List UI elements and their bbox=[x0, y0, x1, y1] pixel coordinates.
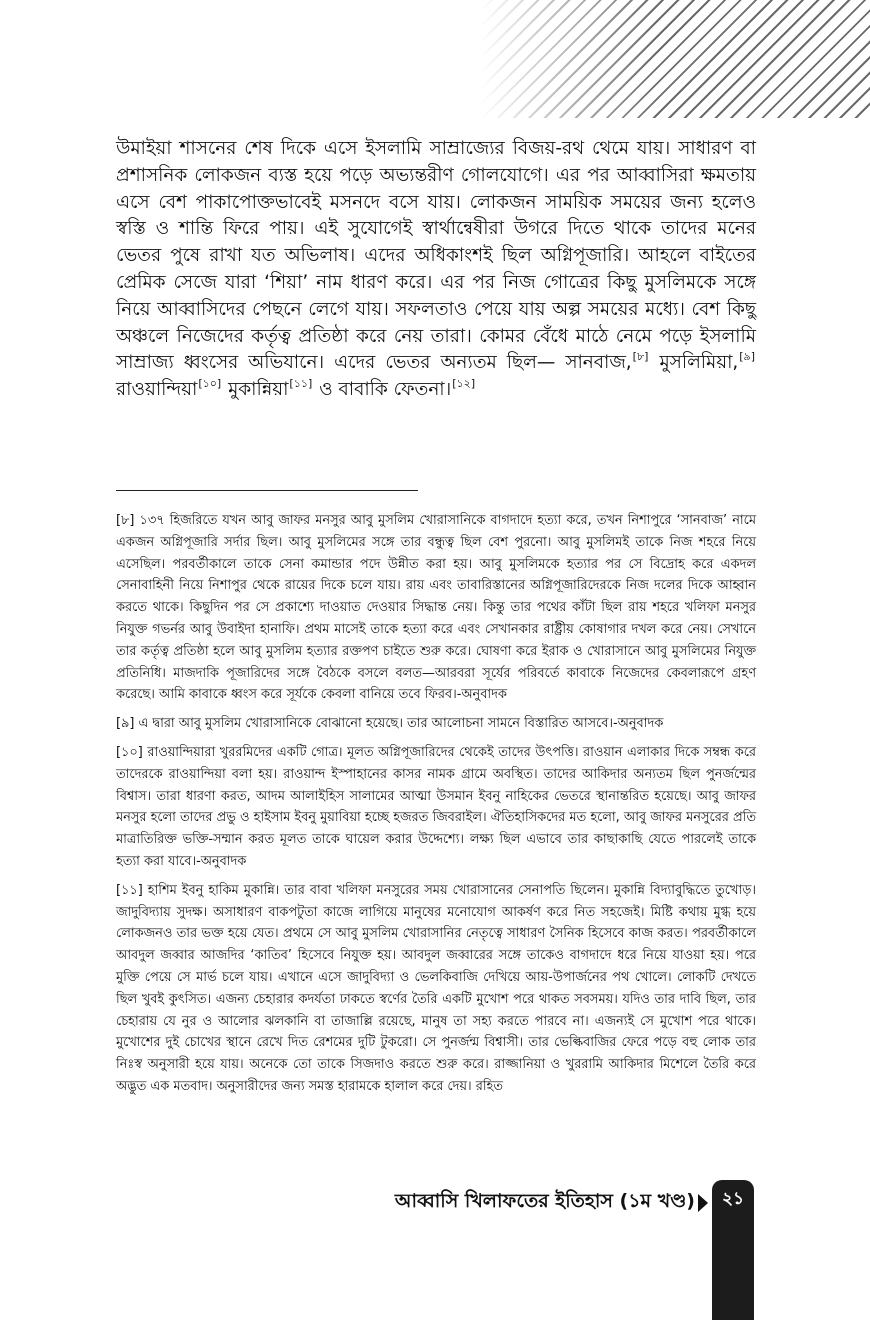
footnote-ref[interactable]: [১০] bbox=[198, 377, 222, 391]
footnote-ref[interactable]: [৮] bbox=[632, 350, 649, 364]
page-number: ২১ bbox=[721, 1189, 745, 1209]
sect-muqanniya: মুকান্নিয়া bbox=[228, 379, 289, 401]
main-paragraph bbox=[116, 136, 756, 404]
decorative-stripes bbox=[480, 0, 870, 118]
footnote-ref[interactable]: [৯] bbox=[739, 350, 755, 364]
footnote-ref[interactable]: [১১] bbox=[289, 377, 313, 391]
sect-muslimiya: মুসলিমিয়া, bbox=[659, 352, 739, 374]
footnote-11: [১১] হাশিম ইবনু হাকিম মুকান্নি। তার বাবা খলিফা মনসুরের সময় খোরাসানের সেনাপতি ছিলেন। মুকান্নি বিদ্যাবুদ্ধিতে তুখোড়। জাদুবিদ্যায় সুদক্ষ। অসাধারণ বাকপটুতা কাজে লাগিয়ে মানুষের মনোযোগ আকর্ষণ করে নিত সহজেই। মিষ্টি কথায় মুগ্ধ হয়ে লোকজনও তার ভক্ত হয়ে যেত। প্রথমে সে আবু মুসলিম খোরাসানির নেতৃত্বে সাধারণ সৈনিক হিসেবে কাজ করত। পরবর্তীকালে আবদুল জব্বার আজদির ‘কাতিব’ হিসেবে নিযুক্ত হয়। আবদুল জব্বারের সঙ্গে তাকেও বাগদাদে ধরে নিয়ে যাওয়া হয়। পরে মুক্তি পেয়ে সে মার্ভ চলে যায়। এখানে এসে জাদুবিদ্যা ও ভেলকিবাজি দেখিয়ে আয়-উপার্জনের পথ খোলে। লোকটি দেখতে ছিল খুবই কুৎসিত। এজন্য চেহারার কদর্যতা ঢাকতে স্বর্ণের তৈরি একটি মুখোশ পরে থাকত সবসময়। যদিও তার দাবি ছিল, তার চেহারায় যে নুর ও আলোর ঝলকানি বা তাজাল্লি রয়েছে, মানুষ তা সহ্য করতে পারবে না। এজন্যই সে মুখোশ পরে থাকে। মুখোশের দুই চোখের স্থানে রেখে দিত রেশমের দুটি টুকরো। সে পুনর্জন্ম বিশ্বাসী। তার ভেল্কিবাজির ফেরে পড়ে বহু লোক তার নিঃস্ব অনুসারী হয়ে যায়। অনেকে তো তাকে সিজদাও করতে শুরু করে। রাজ্জানিয়া ও খুররামি আকিদার মিশেলে তৈরি করে অদ্ভুত এক মতবাদ। অনুসারীদের জন্য সমস্ত হারামকে হালাল করে দেয়। রহিত bbox=[116, 882, 756, 1094]
arrow-right-icon bbox=[698, 1194, 708, 1212]
sect-babaki: ও বাবাকি ফেতনা। bbox=[319, 379, 452, 401]
footnote-8: [৮] ১৩৭ হিজরিতে যখন আবু জাফর মনসুর আবু মুসলিম খোরাসানিকে বাগদাদে হত্যা করে, তখন নিশাপুরে ‘সানবাজ’ নামে একজন অগ্নিপূজারি সর্দার ছিল। আবু মুসলিমের সঙ্গে তার বন্ধুত্ব ছিল বেশ পুরনো। আবু মুসলিমই তাকে নিজ শহরে নিয়ে এসেছিল। পরবর্তীকালে তাকে সেনা কমান্ডার পদে উন্নীত করা হয়। আবু মুসলিমকে হত্যার পর সে বিদ্রোহ করে একদল সেনাবাহিনী নিয়ে নিশাপুর থেকে রায়ের দিকে চলে যায়। রায় এবং তাবারিস্তানের অগ্নিপূজারিদেরকে নিজ দলের দিকে আহ্বান করতে থাকে। কিছুদিন পর সে প্রকাশ্যে দাওয়াত দেওয়ার সিদ্ধান্ত নেয়। কিন্তু তার পথের কাঁটা ছিল রায় শহরে খলিফা মনসুর নিযুক্ত গভর্নর আবু উবাইদা হানাফি। প্রথম মাসেই তাকে হত্যা করে এবং সেখানকার রাষ্ট্রীয় কোষাগার দখল করে নেয়। সেখানে তার কর্তৃত্ব প্রতিষ্ঠা হলে আবু মুসলিম হত্যার রক্তপণ চাইতে শুরু করে। ঘোষণা করে ইরাক ও খোরাসানে আবু মুসলিমের নিযুক্ত প্রতিনিধি। মাজদাকি পূজারিদের সঙ্গে বৈঠকে বসলে বলত—আরবরা সূর্যের পরিবর্তে কাবাকে নিজেদের কেবলারূপে গ্রহণ করেছে। আমি কাবাকে ধ্বংস করে সূর্যকে কেবলা বানিয়ে তবে ফিরব।-অনুবাদক bbox=[116, 513, 756, 703]
book-title: আব্বাসি খিলাফতের ইতিহাস (১ম খণ্ড) bbox=[394, 1190, 695, 1212]
footnote-ref[interactable]: [১২] bbox=[452, 377, 476, 391]
paragraph-body: উমাইয়া শাসনের শেষ দিকে এসে ইসলামি সাম্রাজ্যের বিজয়-রথ থেমে যায়। সাধারণ বা প্রশাসনিক লোকজন ব্যস্ত হয়ে পড়ে অভ্যন্তরীণ গোলযোগে। এর পর আব্বাসিরা ক্ষমতায় এসে বেশ পাকাপোক্তভাবেই মসনদে বসে যায়। লোকজন সাময়িক সময়ের জন্য হলেও স্বস্তি ও শান্তি ফিরে পায়। এই সুযোগেই স্বার্থান্বেষীরা উগরে দিতে থাকে তাদের মনের ভেতর পুষে রাখা যত অভিলাষ। এদের অধিকাংশই ছিল অগ্নিপূজারি। আহলে বাইতের প্রেমিক সেজে যারা ‘শিয়া’ নাম ধারণ করে। এর পর নিজ গোত্রের কিছু মুসলিমকে সঙ্গে নিয়ে আব্বাসিদের পেছনে লেগে যায়। সফলতাও পেয়ে যায় অল্প সময়ের মধ্যে। বেশ কিছু অঞ্চলে নিজেদের কর্তৃত্ব প্রতিষ্ঠা করে নেয় তারা। কোমর বেঁধে মাঠে নেমে পড়ে ইসলামি সাম্রাজ্য ধ্বংসের অভিযানে। এদের ভেতর অন্যতম ছিল— bbox=[116, 138, 756, 374]
sect-sanbaz: সানবাজ, bbox=[565, 352, 632, 374]
sect-rawandiya: রাওয়ান্দিয়া bbox=[116, 379, 198, 401]
footnotes bbox=[116, 510, 756, 1105]
footnote-10: [১০] রাওয়ান্দিয়ারা খুররমিদের একটি গোত্র। মূলত অগ্নিপূজারিদের থেকেই তাদের উৎপত্তি। রাওয়ান এলাকার দিকে সম্বন্ধ করে তাদেরকে রাওয়ান্দিয়া বলা হয়। রাওয়ান্দ ইস্পাহানের কাসর নামক গ্রামে অবস্থিত। তাদের আকিদার অন্যতম ছিল পুনর্জন্মের বিশ্বাস। তারা ধারণা করত, আদম আলাইহিস সালামের আত্মা উসমান ইবনু নাহিকের ভেতরে স্থানান্তরিত হয়েছে। আবু জাফর মনসুর হলো তাদের প্রভু ও হাইসাম ইবনু মুয়াবিয়া হচ্ছে হজরত জিবরাইল। ঐতিহাসিকদের মত হলো, আবু জাফর মনসুরের প্রতি মাত্রাতিরিক্ত ভক্তি-সম্মান করত মূলত তাকে ঘায়েল করার উদ্দেশ্যে। লক্ষ্য ছিল এভাবে তার কাছাকাছি যেতে পারলেই তাকে হত্যা করা যাবে।-অনুবাদক bbox=[116, 744, 756, 869]
footnote-9: [৯] এ দ্বারা আবু মুসলিম খোরাসানিকে বোঝানো হয়েছে। তার আলোচনা সামনে বিস্তারিত আসবে।-অনুবাদক bbox=[116, 716, 664, 732]
footnote-separator bbox=[116, 490, 418, 491]
